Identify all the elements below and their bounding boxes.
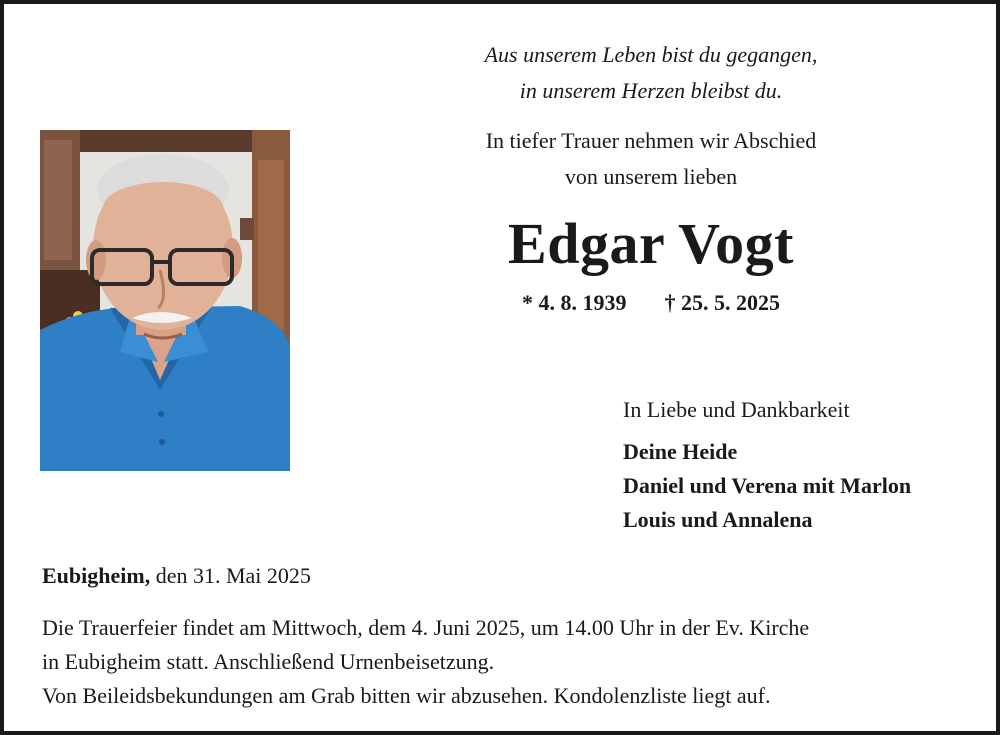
motto xyxy=(444,37,858,109)
notice-line-3: Von Beileidsbekundungen am Grab bitten wir abzusehen. Kondolenzliste liegt auf. xyxy=(42,683,771,708)
intro-line-2: von unserem lieben xyxy=(564,164,738,189)
death-date: † 25. 5. 2025 xyxy=(664,290,780,315)
notice-line-2: in Eubigheim statt. Anschließend Urnenbeisetzung. xyxy=(42,649,495,674)
place-and-date xyxy=(42,559,311,593)
mourner-name: Louis und Annalena xyxy=(623,507,813,532)
life-dates xyxy=(444,286,858,320)
motto-line-2: in unserem Herzen bleibst du. xyxy=(519,78,783,103)
portrait-illustration xyxy=(40,130,290,471)
funeral-notice xyxy=(42,611,809,713)
date-text: den 31. Mai 2025 xyxy=(150,563,311,588)
intro-line-1: In tiefer Trauer nehmen wir Abschied xyxy=(485,128,817,153)
notice-line-1: Die Trauerfeier findet am Mittwoch, dem 4. Juni 2025, um 14.00 Uhr in der Ev. Kirche xyxy=(42,615,810,640)
place-name: Eubigheim, xyxy=(42,563,151,588)
mourner-name: Deine Heide xyxy=(623,439,738,464)
mourner-name: Daniel und Verena mit Marlon xyxy=(623,473,912,498)
mourners-block xyxy=(623,393,911,537)
deceased-name: Edgar Vogt xyxy=(508,211,794,276)
motto-line-1: Aus unserem Leben bist du gegangen, xyxy=(484,42,818,67)
intro-text xyxy=(444,123,858,195)
birth-date: * 4. 8. 1939 xyxy=(522,290,627,315)
portrait-photo xyxy=(40,130,290,471)
closing-line: In Liebe und Dankbarkeit xyxy=(623,397,850,422)
